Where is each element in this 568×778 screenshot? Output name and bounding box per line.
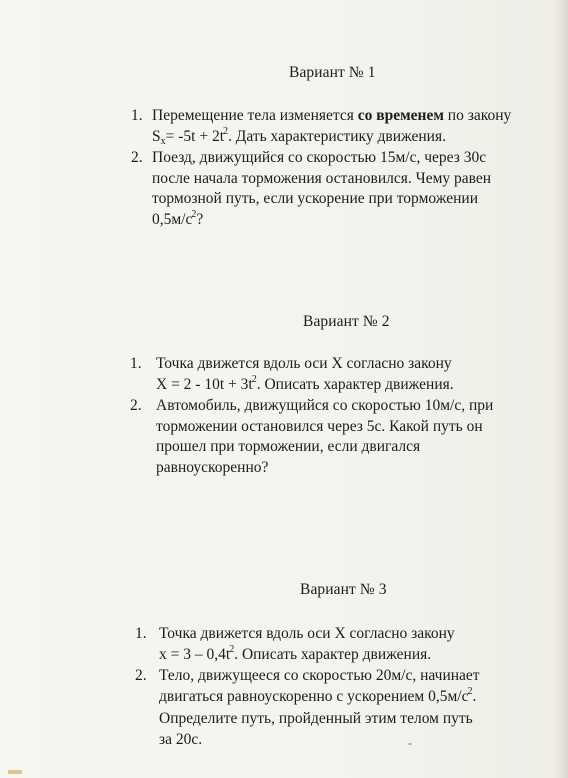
formula-superscript: 2	[467, 685, 473, 697]
task-line: равноускоренно?	[156, 458, 269, 476]
variant-2-task-1	[130, 354, 454, 397]
variant-3-task-1	[135, 624, 455, 667]
task-line	[130, 375, 454, 398]
task-number: 2.	[130, 397, 142, 414]
task-text: ?	[196, 210, 204, 228]
formula-superscript: 2	[191, 208, 197, 220]
variant-2-task-2	[130, 396, 493, 478]
task-line: торможении остановился через 5с. Какой путь он	[156, 417, 483, 435]
task-line: Точка движется вдоль оси X согласно закону	[159, 625, 455, 642]
task-line	[135, 645, 455, 668]
task-number: 1.	[135, 625, 147, 642]
variant-1-task-2	[131, 148, 491, 232]
variant-1-task-1	[131, 106, 511, 149]
task-text: по закону	[443, 107, 512, 124]
task-number: 2.	[131, 149, 143, 166]
variant-3-title: Вариант № 3	[300, 581, 387, 598]
task-text: Перемещение тела изменяется	[152, 107, 358, 124]
scan-speck	[8, 770, 22, 774]
variant-2-title: Вариант № 2	[303, 313, 390, 330]
formula-superscript: 2	[223, 125, 229, 137]
task-line	[135, 687, 480, 710]
formula-text: X = 2 - 10t + 3t	[156, 375, 253, 393]
page-edge-shadow	[554, 0, 568, 778]
formula-text: = -5t + 2t	[165, 127, 225, 145]
scan-speck	[408, 743, 412, 745]
task-line: Тело, движущееся со скоростью 20м/с, начинает	[159, 667, 480, 684]
formula-superscript: 2	[251, 373, 257, 385]
task-line: тормозной путь, если ускорение при торможении	[152, 190, 479, 207]
task-number: 1.	[131, 107, 143, 124]
task-line	[131, 210, 491, 233]
task-text-emphasis: со временем	[357, 107, 444, 124]
variant-1-title: Вариант № 1	[289, 64, 376, 81]
task-line: Автомобиль, движущийся со скоростью 10м/с, при	[156, 397, 494, 414]
formula-text: x = 3 – 0,4t	[159, 645, 231, 663]
task-number: 2.	[135, 667, 147, 684]
task-text: . Описать характер движения.	[234, 645, 432, 663]
task-line: за 20с.	[159, 730, 203, 748]
task-line	[131, 127, 511, 150]
task-line: Поезд, движущийся со скоростью 15м/с, через 30с	[152, 149, 487, 166]
task-line: Точка движется вдоль оси X согласно закону	[156, 355, 452, 372]
task-text: двигаться равноускоренно с ускорением 0,5м/с	[159, 687, 469, 705]
task-line: после начала торможения остановился. Чему равен	[152, 169, 492, 187]
formula-subscript: x	[160, 135, 166, 147]
task-text: .	[472, 687, 477, 705]
task-text: . Дать характеристику движения.	[228, 127, 446, 145]
task-line	[131, 106, 511, 127]
task-number: 1.	[130, 355, 142, 372]
variant-3-task-2	[135, 666, 480, 750]
formula-text: S	[152, 127, 161, 145]
task-line: Определите путь, пройденный этим телом путь	[159, 710, 473, 727]
task-text: 0,5м/с	[152, 210, 193, 228]
task-line: прошел при торможении, если двигался	[156, 438, 421, 455]
formula-superscript: 2	[229, 643, 235, 655]
task-text: . Описать характер движения.	[256, 375, 454, 393]
